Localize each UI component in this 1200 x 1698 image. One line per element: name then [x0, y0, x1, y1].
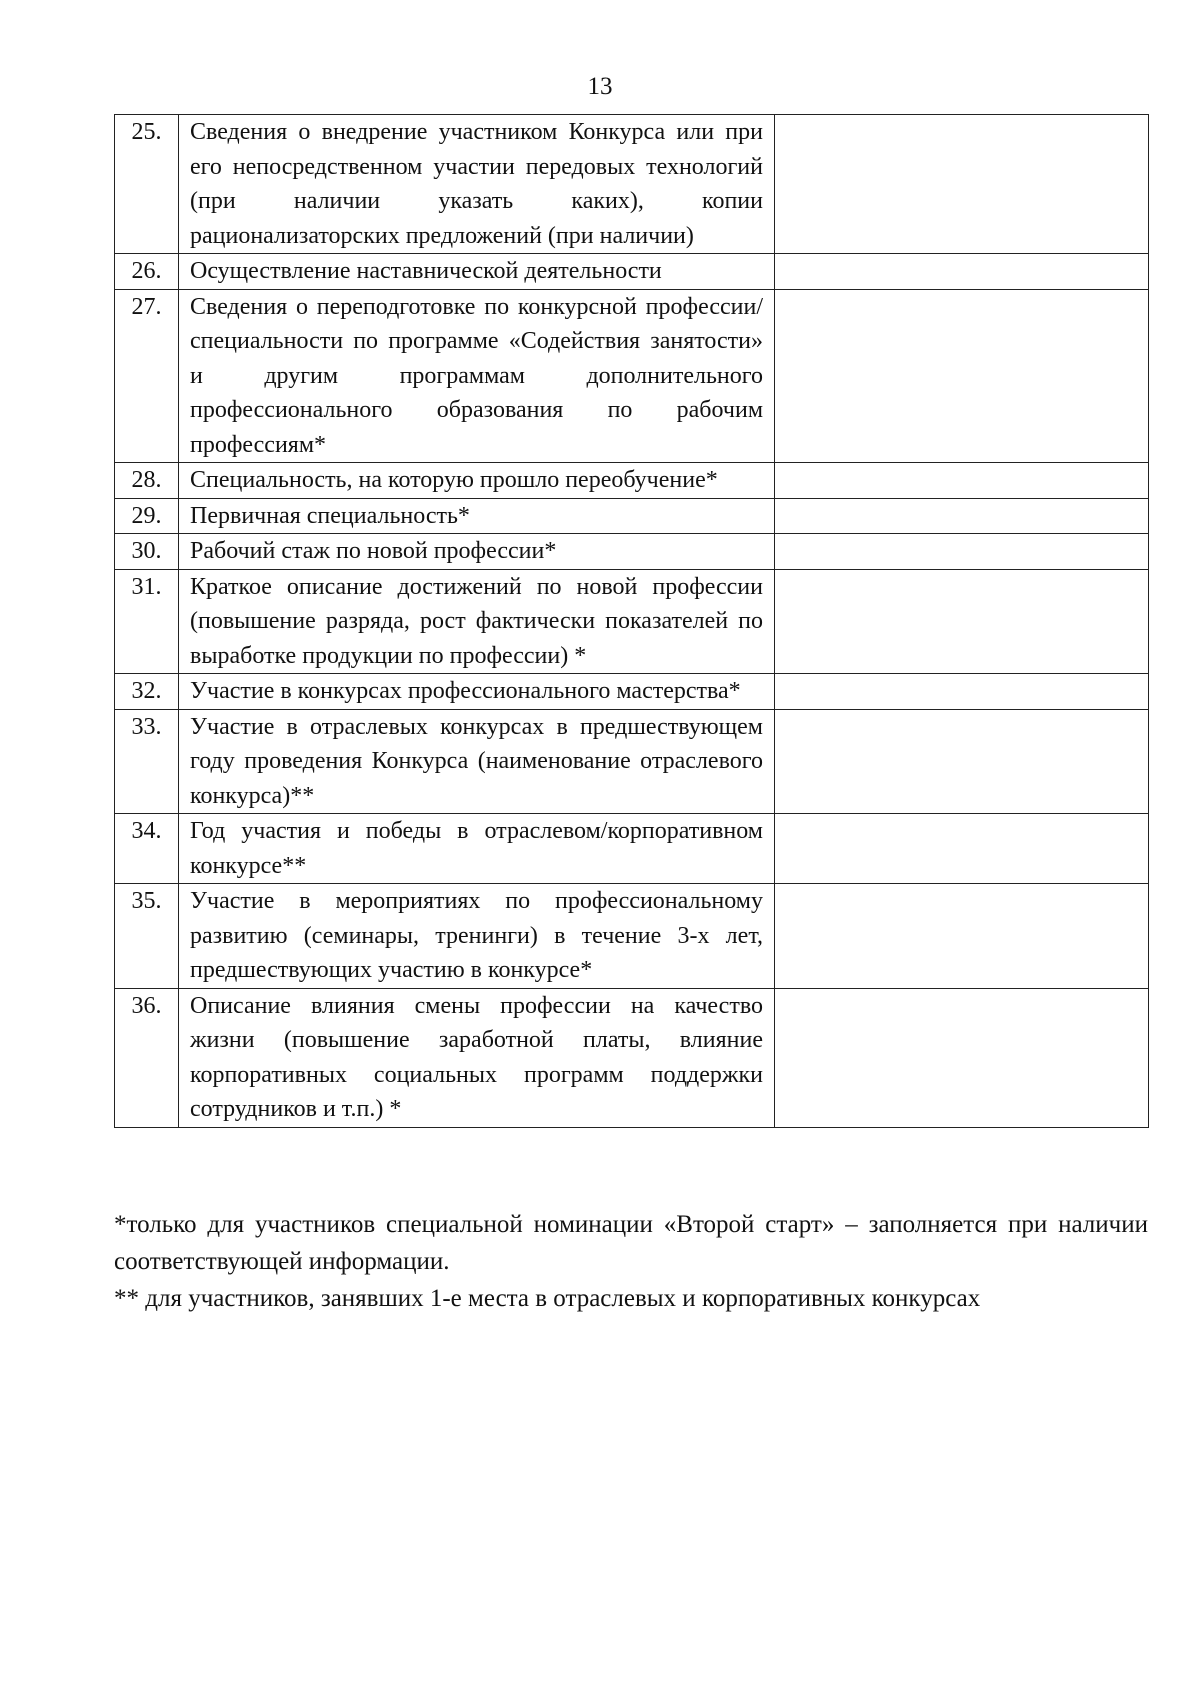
row-field-text: Участие в конкурсах профессионального мастерства*	[190, 678, 741, 704]
row-number: 28.	[115, 463, 179, 499]
row-field-text: Участие в мероприятиях по профессиональному развитию (семинары, тренинги) в течение 3-х лет, предшествующих участию в конкурсе*	[190, 888, 763, 983]
row-field-description	[179, 709, 775, 814]
footnotes	[114, 1206, 1148, 1317]
row-field-text: Год участия и победы в отраслевом/корпоративном конкурсе**	[190, 818, 763, 879]
row-value-cell[interactable]	[775, 884, 1149, 989]
row-field-text: Описание влияния смены профессии на качество жизни (повышение заработной платы, влияние корпоративных социальных программ поддержки сотрудников и т.п.) *	[190, 992, 763, 1122]
application-form-table	[114, 114, 1149, 1128]
row-field-text: Специальность, на которую прошло переобучение*	[190, 467, 718, 493]
row-field-text: Первичная специальность*	[190, 502, 470, 529]
row-value-cell[interactable]	[775, 674, 1149, 710]
row-number: 30.	[115, 534, 179, 570]
footnote-single-asterisk: *только для участников специальной номинации «Второй старт» – заполняется при наличии соответствующей информации.	[114, 1211, 1148, 1275]
row-number: 27.	[115, 289, 179, 463]
row-number: 35.	[115, 884, 179, 989]
table-row	[115, 988, 1149, 1127]
row-value-cell[interactable]	[775, 709, 1149, 814]
row-value-cell[interactable]	[775, 463, 1149, 499]
page-number: 13	[587, 73, 613, 100]
table-row	[115, 709, 1149, 814]
row-field-description	[179, 115, 775, 254]
row-number: 33.	[115, 709, 179, 814]
row-field-description	[179, 289, 775, 463]
row-field-text: Участие в отраслевых конкурсах в предшествующем году проведения Конкурса (наименование отраслевого конкурса)**	[190, 713, 763, 809]
row-number: 36.	[115, 988, 179, 1127]
row-field-description	[179, 569, 775, 674]
row-field-description	[179, 498, 775, 534]
table-row	[115, 814, 1149, 884]
table-row	[115, 498, 1149, 534]
row-field-description	[179, 814, 775, 884]
table-row	[115, 674, 1149, 710]
row-value-cell[interactable]	[775, 988, 1149, 1127]
row-value-cell[interactable]	[775, 814, 1149, 884]
table-row	[115, 254, 1149, 290]
table-row	[115, 115, 1149, 254]
row-field-text: Рабочий стаж по новой профессии*	[190, 538, 557, 564]
row-number: 26.	[115, 254, 179, 290]
row-number: 31.	[115, 569, 179, 674]
row-value-cell[interactable]	[775, 254, 1149, 290]
table-row	[115, 289, 1149, 463]
row-number: 32.	[115, 674, 179, 710]
row-number: 29.	[115, 498, 179, 534]
row-field-text: Сведения о внедрение участником Конкурса или при его непосредственном участии передовых технологий (при наличии указать каких), копии рационализаторских предложений (при наличии)	[190, 119, 763, 249]
footnote-double-asterisk: ** для участников, занявших 1-е места в отраслевых и корпоративных конкурсах	[114, 1285, 981, 1312]
row-number: 34.	[115, 814, 179, 884]
row-field-description	[179, 674, 775, 710]
row-value-cell[interactable]	[775, 569, 1149, 674]
row-value-cell[interactable]	[775, 115, 1149, 254]
row-field-description	[179, 463, 775, 499]
row-field-text: Осуществление наставнической деятельности	[190, 258, 662, 284]
row-field-description	[179, 988, 775, 1127]
row-field-text: Сведения о переподготовке по конкурсной профессии/специальности по программе «Содействия занятости» и другим программам дополнительного профессионального образования по рабочим профессиям*	[190, 293, 763, 458]
table-row	[115, 884, 1149, 989]
row-field-description	[179, 884, 775, 989]
row-value-cell[interactable]	[775, 498, 1149, 534]
row-field-text: Краткое описание достижений по новой профессии (повышение разряда, рост фактически показателей по выработке продукции по профессии) *	[190, 573, 763, 669]
row-field-description	[179, 534, 775, 570]
row-value-cell[interactable]	[775, 534, 1149, 570]
row-number: 25.	[115, 115, 179, 254]
row-value-cell[interactable]	[775, 289, 1149, 463]
table-row	[115, 463, 1149, 499]
row-field-description	[179, 254, 775, 290]
table-row	[115, 534, 1149, 570]
table-row	[115, 569, 1149, 674]
